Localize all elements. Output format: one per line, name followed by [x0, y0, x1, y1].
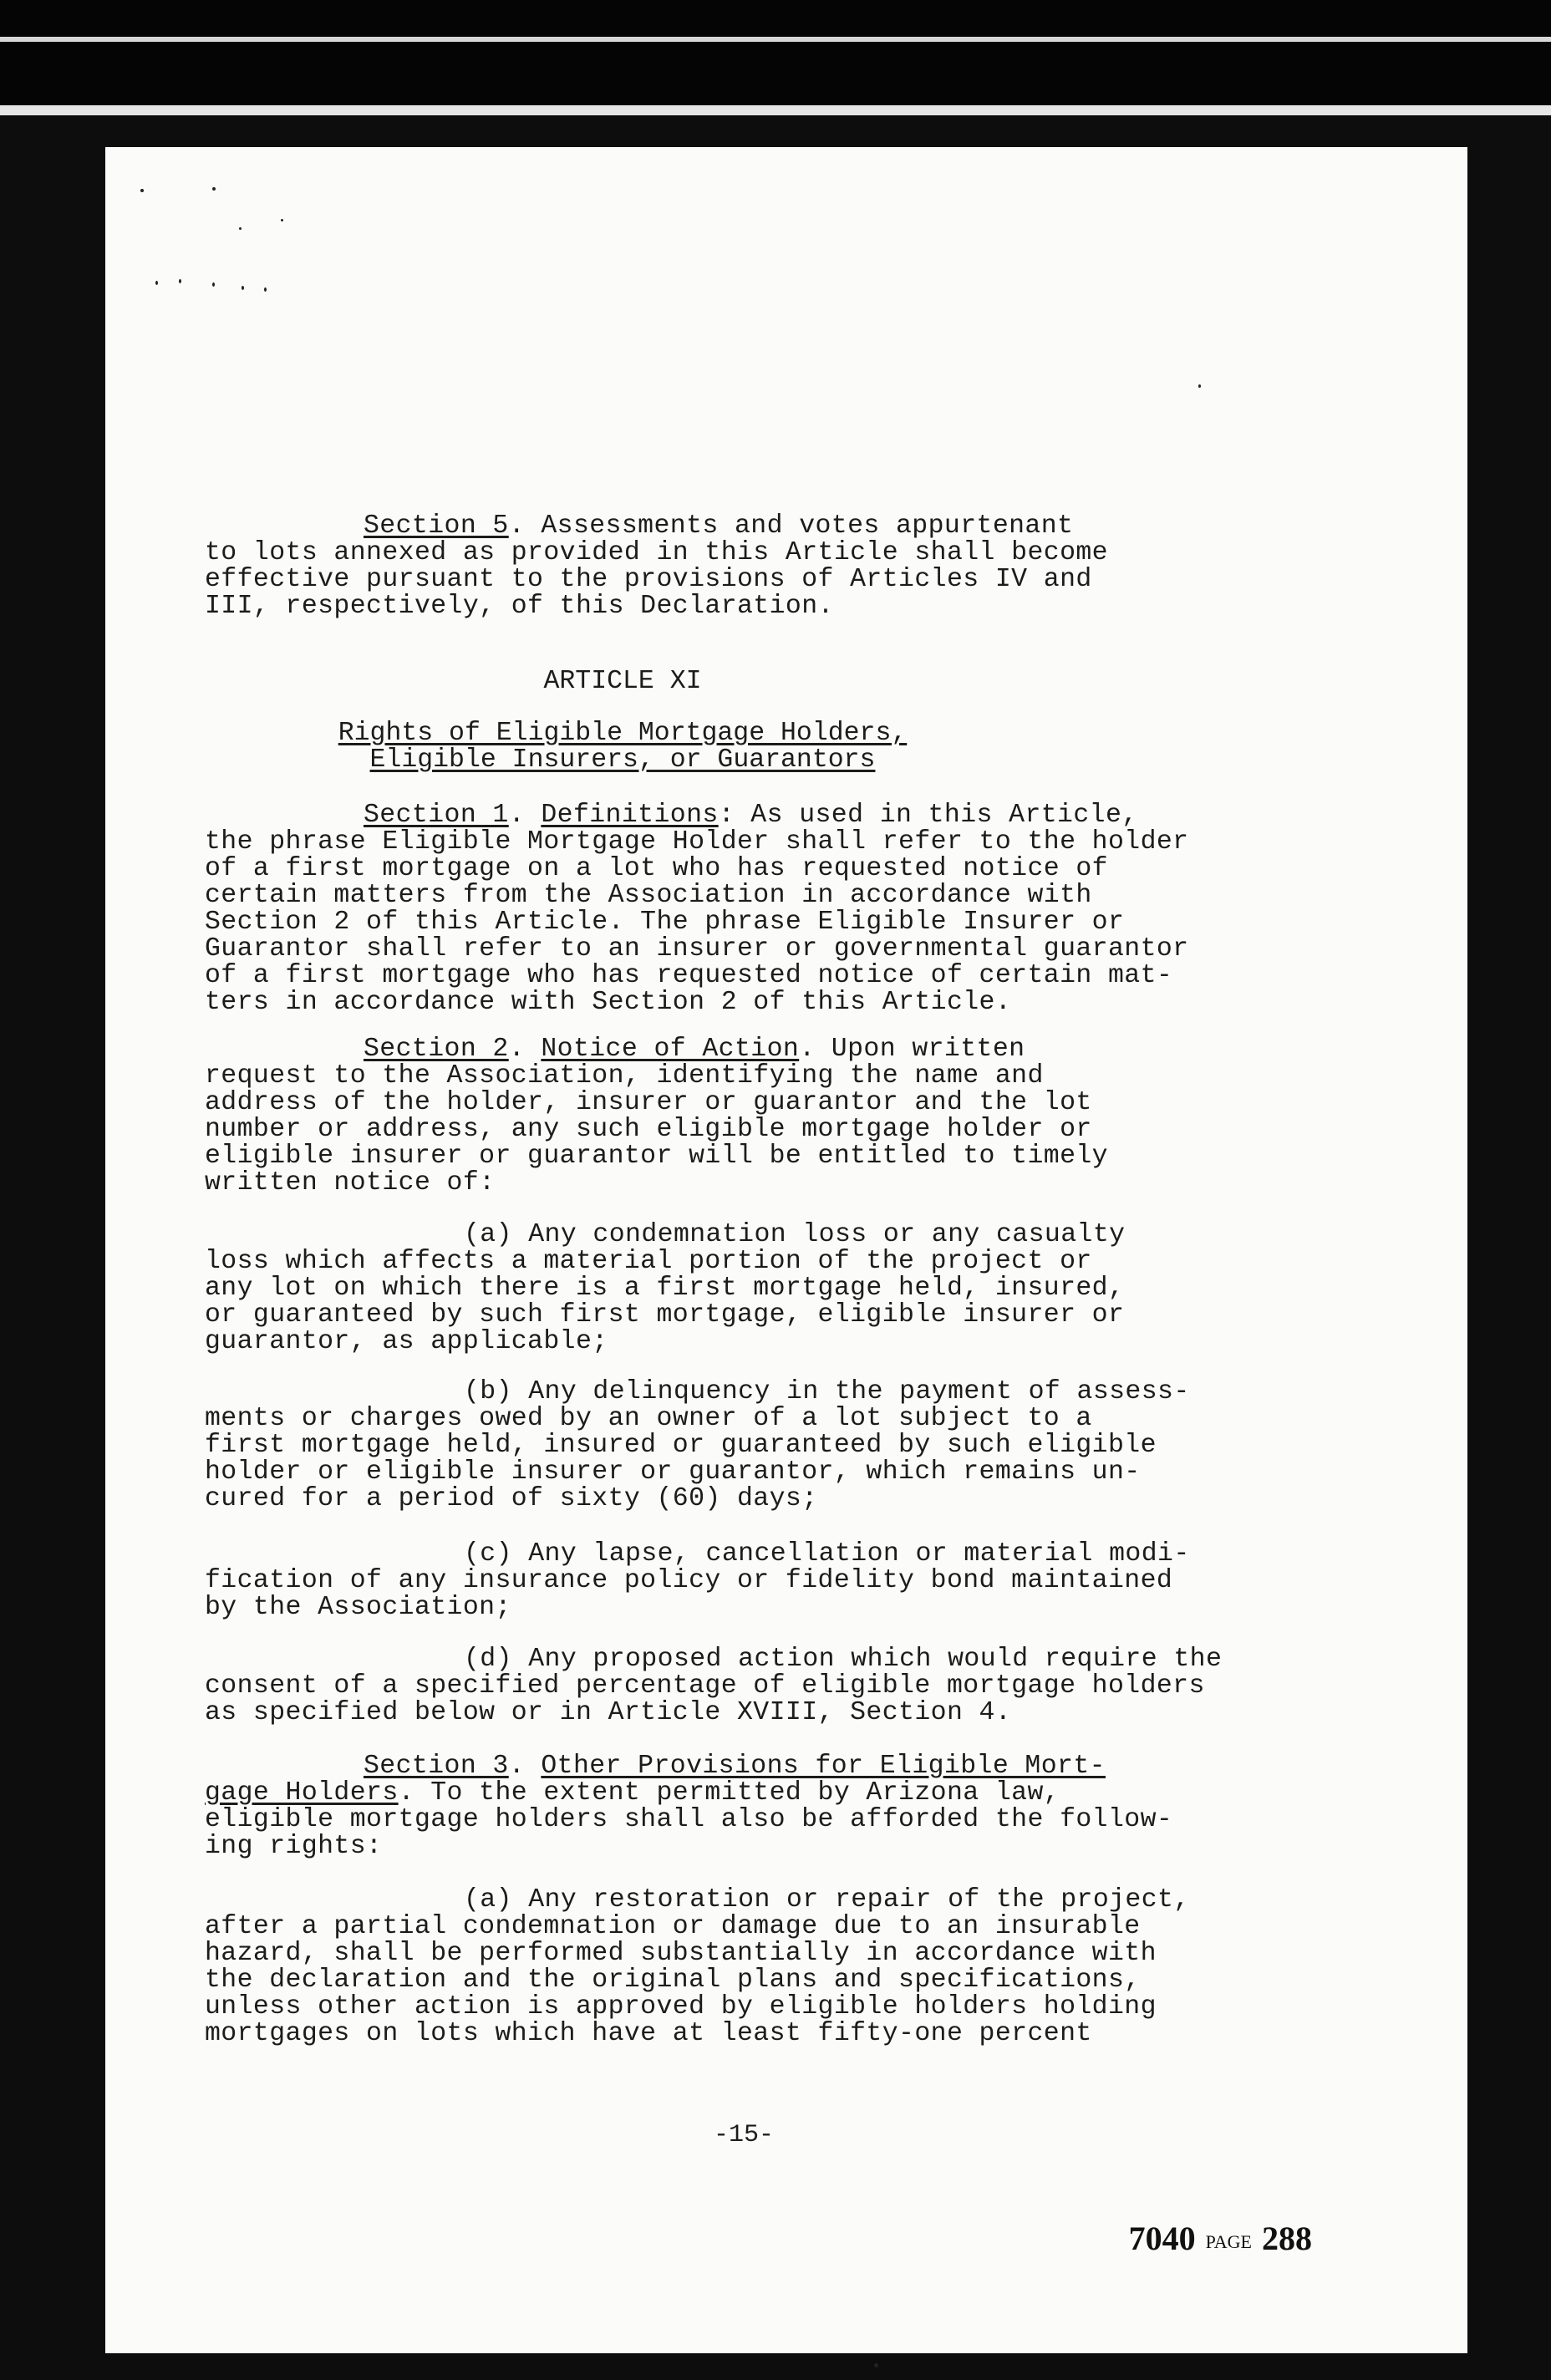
section-1-paragraph [205, 802, 1208, 1016]
page-number: -15- [713, 2121, 774, 2149]
docket-page-label: PAGE [1205, 2230, 1252, 2252]
item-c-line: fication of any insurance policy or fidelity bond maintained [205, 1566, 1173, 1595]
item-b-first-line: (b) Any delinquency in the payment of assess- [464, 1377, 1190, 1406]
item-c-line: by the Association; [205, 1593, 511, 1622]
docket-stamp [1036, 2219, 1312, 2258]
section-3-paragraph [205, 1753, 1208, 1860]
section-5-label: Section 5 [364, 511, 509, 541]
item-b-line: first mortgage held, insured or guaranteed by such eligible [205, 1431, 1157, 1460]
scan-speck [242, 286, 244, 290]
item-a-first-line: (a) Any condemnation loss or any casualty [464, 1220, 1126, 1249]
scan-speck [874, 2363, 878, 2367]
scan-speck [264, 287, 267, 292]
section-2-line: written notice of: [205, 1168, 496, 1198]
section-2-label: Section 2 [364, 1035, 509, 1064]
section-1-line: of a first mortgage who has requested notice of certain mat- [205, 961, 1173, 990]
scan-speck [1198, 384, 1201, 388]
item-a-line: any lot on which there is a first mortgage held, insured, [205, 1274, 1125, 1303]
scan-speck [239, 227, 242, 230]
section-2-item-c [205, 1541, 1208, 1621]
scan-speck [155, 281, 158, 285]
section-3-first-line: Section 3. Other Provisions for Eligible Mort- [364, 1752, 1106, 1781]
section-1-line: of a first mortgage on a lot who has requested notice of [205, 854, 1108, 883]
item-d-line: consent of a specified percentage of eligible mortgage holders [205, 1671, 1205, 1701]
section-3-item-a-line: the declaration and the original plans and specifications, [205, 1966, 1141, 1995]
section-3-second-line: gage Holders. To the extent permitted by Arizona law, [205, 1778, 1060, 1808]
section-2-line: request to the Association, identifying the name and [205, 1061, 1044, 1091]
section-1-line: Section 2 of this Article. The phrase Eligible Insurer or [205, 908, 1125, 937]
section-3-line: eligible mortgage holders shall also be afforded the follow- [205, 1805, 1173, 1834]
section-2-item-b [205, 1379, 1208, 1513]
section-2-heading: Notice of Action [541, 1035, 800, 1064]
section-1-heading: Definitions [541, 801, 719, 830]
section-2-line: address of the holder, insurer or guarantor and the lot [205, 1088, 1092, 1117]
section-1-line: ters in accordance with Section 2 of this Article. [205, 988, 1012, 1017]
section-1-line: the phrase Eligible Mortgage Holder shall refer to the holder [205, 827, 1189, 857]
scan-top-rule [0, 37, 1551, 42]
scan-top-band [0, 0, 1551, 110]
section-1-line: Guarantor shall refer to an insurer or governmental guarantor [205, 934, 1189, 964]
section-3-item-a-line: hazard, shall be performed substantially in accordance with [205, 1939, 1157, 1968]
section-2-item-d [205, 1645, 1223, 1727]
section-2-first-line: Section 2. Notice of Action. Upon written [364, 1035, 1025, 1064]
item-a-line: loss which affects a material portion of the project or [205, 1247, 1092, 1276]
section-5-line: to lots annexed as provided in this Article shall become [205, 538, 1108, 567]
scan-speck [281, 219, 283, 221]
section-5-line: effective pursuant to the provisions of Articles IV and [205, 565, 1092, 594]
section-3-line: ing rights: [205, 1832, 383, 1861]
section-5-line: III, respectively, of this Declaration. [205, 592, 834, 621]
item-a-line: guarantor, as applicable; [205, 1327, 608, 1356]
section-5-paragraph [205, 513, 1208, 620]
item-b-line: ments or charges owed by an owner of a lot subject to a [205, 1404, 1092, 1433]
item-b-line: cured for a period of sixty (60) days; [205, 1484, 818, 1513]
section-1-line: certain matters from the Association in accordance with [205, 881, 1092, 910]
section-3-heading: Other Provisions for Eligible Mort- [541, 1752, 1106, 1781]
scan-speck [179, 279, 181, 283]
section-1-first-line: Section 1. Definitions: As used in this Article, [364, 801, 1138, 830]
item-d-first-line: (d) Any proposed action which would require the [464, 1645, 1223, 1674]
section-2-line: eligible insurer or guarantor will be entitled to timely [205, 1142, 1108, 1171]
docket-number: 7040 [1128, 2220, 1196, 2257]
section-2-line: number or address, any such eligible mortgage holder or [205, 1115, 1092, 1144]
section-1-label: Section 1 [364, 801, 509, 830]
section-3-item-a-line: mortgages on lots which have at least fifty-one percent [205, 2019, 1092, 2048]
article-title: ARTICLE XI [543, 667, 702, 696]
section-5-first-line [205, 513, 1208, 540]
section-3-item-a-line: unless other action is approved by eligible holders holding [205, 1992, 1157, 2021]
item-a-line: or guaranteed by such first mortgage, eligible insurer or [205, 1300, 1125, 1330]
section-5-first-line-text: . Assessments and votes appurtenant [508, 511, 1074, 541]
item-b-line: holder or eligible insurer or guarantor, which remains un- [205, 1457, 1141, 1487]
docket-page-number: 288 [1262, 2220, 1312, 2257]
scan-speck [212, 187, 216, 191]
scan-top-edge [0, 105, 1551, 115]
section-2-item-a [205, 1222, 1208, 1355]
section-3-label: Section 3 [364, 1752, 509, 1781]
section-3-item-a [205, 1887, 1208, 2047]
section-2-paragraph [205, 1036, 1208, 1197]
article-subtitle-line-1: Rights of Eligible Mortgage Holders, [338, 719, 908, 748]
scan-speck [140, 189, 144, 192]
item-c-first-line: (c) Any lapse, cancellation or material modi- [464, 1539, 1190, 1569]
item-d-line: as specified below or in Article XVIII, Section 4. [205, 1698, 1012, 1727]
section-3-item-a-line: after a partial condemnation or damage due to an insurable [205, 1912, 1141, 1941]
section-3-item-a-first-line: (a) Any restoration or repair of the project, [464, 1885, 1190, 1915]
article-subtitle-line-2: Eligible Insurers, or Guarantors [369, 745, 876, 775]
scan-speck [212, 282, 215, 287]
